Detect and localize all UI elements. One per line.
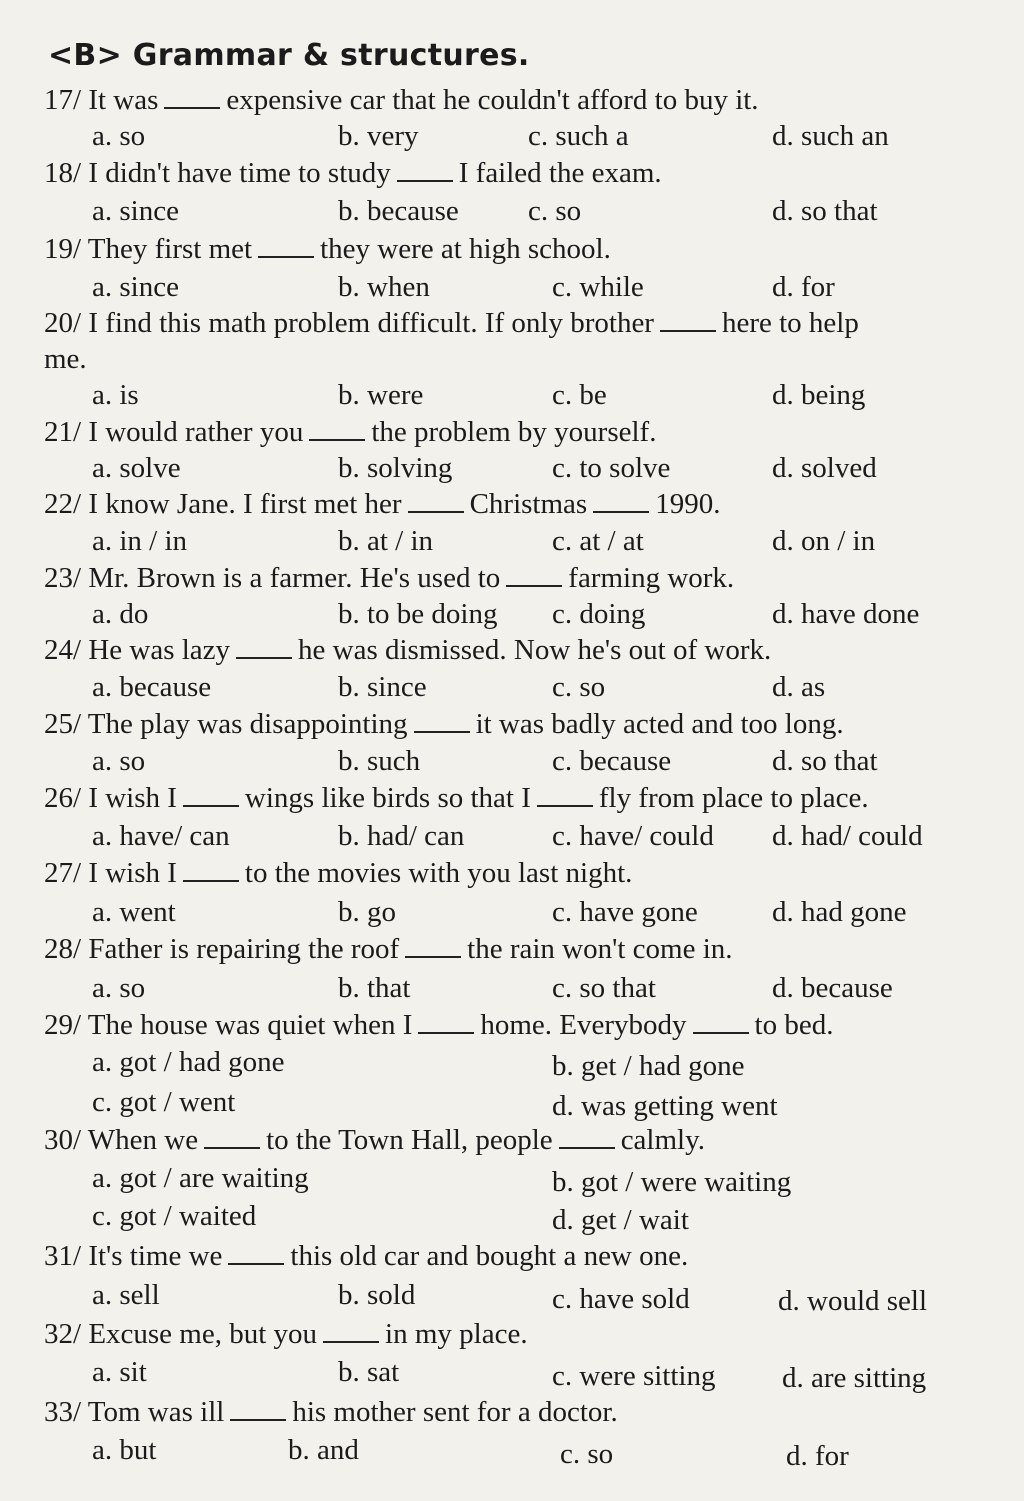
option-a: a. so: [92, 745, 146, 777]
question-number: 31/: [44, 1240, 82, 1272]
question-text: I find this math problem difficult. If only brother: [88, 307, 654, 339]
answer-blank: [309, 435, 365, 441]
option-b: b. such: [338, 745, 421, 777]
question-number: 22/: [44, 488, 82, 520]
option-c: c. got / waited: [92, 1200, 257, 1232]
option-b: b. that: [338, 972, 411, 1004]
question-text: I wish I: [88, 857, 177, 889]
answer-blank: [397, 176, 453, 182]
answer-blank: [323, 1337, 379, 1343]
option-c: c. to solve: [552, 452, 671, 484]
option-b: b. sold: [338, 1279, 416, 1311]
option-a: a. sell: [92, 1279, 160, 1311]
option-b: b. to be doing: [338, 598, 498, 630]
question-text: to the Town Hall, people: [266, 1124, 553, 1156]
option-a: a. so: [92, 972, 146, 1004]
option-d: d. had/ could: [772, 820, 923, 852]
question-text: Father is repairing the roof: [88, 933, 400, 965]
option-c: c. while: [552, 271, 644, 303]
option-c: c. so: [560, 1438, 614, 1470]
question-26: [44, 782, 869, 815]
option-d: d. was getting went: [552, 1090, 778, 1122]
option-b: b. since: [338, 671, 427, 703]
answer-blank: [164, 103, 220, 109]
question-text: farming work.: [568, 562, 735, 594]
answer-blank: [183, 801, 239, 807]
question-number: 33/: [44, 1396, 82, 1428]
answer-blank: [418, 1028, 474, 1034]
question-text: I know Jane. I first met her: [88, 488, 402, 520]
question-number: 25/: [44, 708, 82, 740]
option-c: c. at / at: [552, 525, 644, 557]
question-28: [44, 933, 733, 966]
question-text: I failed the exam.: [458, 157, 662, 189]
question-text: Tom was ill: [87, 1396, 225, 1428]
question-text: the problem by yourself.: [371, 416, 657, 448]
question-number: 20/: [44, 307, 82, 339]
option-d: d. so that: [772, 195, 878, 227]
option-a: a. so: [92, 120, 146, 152]
answer-blank: [408, 507, 464, 513]
question-text: expensive car that he couldn't afford to buy it.: [226, 84, 759, 116]
answer-blank: [414, 727, 470, 733]
question-text: Excuse me, but you: [88, 1318, 318, 1350]
option-c: c. were sitting: [552, 1360, 716, 1392]
option-c: c. be: [552, 379, 607, 411]
option-b: b. because: [338, 195, 459, 227]
answer-blank: [559, 1143, 615, 1149]
option-d: d. because: [772, 972, 893, 1004]
question-31: [44, 1240, 688, 1273]
option-d: d. being: [772, 379, 866, 411]
question-text: this old car and bought a new one.: [290, 1240, 689, 1272]
question-18: [44, 157, 662, 190]
question-22: [44, 488, 720, 521]
question-text: wings like birds so that I: [244, 782, 531, 814]
option-b: b. get / had gone: [552, 1050, 745, 1082]
question-text: He was lazy: [88, 634, 231, 666]
question-text: fly from place to place.: [598, 782, 869, 814]
option-a: a. because: [92, 671, 212, 703]
question-number: 28/: [44, 933, 82, 965]
question-text: it was badly acted and too long.: [475, 708, 844, 740]
question-text: calmly.: [620, 1124, 705, 1156]
question-32: [44, 1318, 528, 1351]
question-text: to bed.: [754, 1009, 834, 1041]
option-c: c. doing: [552, 598, 646, 630]
question-number: 24/: [44, 634, 82, 666]
option-a: a. got / are waiting: [92, 1162, 309, 1194]
option-a: a. since: [92, 195, 179, 227]
question-21: [44, 416, 656, 449]
question-text: home. Everybody: [480, 1009, 687, 1041]
question-number: 29/: [44, 1009, 82, 1041]
option-d: d. are sitting: [782, 1362, 927, 1394]
option-a: a. solve: [92, 452, 181, 484]
question-text: It's time we: [88, 1240, 223, 1272]
question-number: 17/: [44, 84, 82, 116]
answer-blank: [537, 801, 593, 807]
option-b: b. very: [338, 120, 419, 152]
answer-blank: [228, 1259, 284, 1265]
question-number: 30/: [44, 1124, 82, 1156]
question-20: [44, 307, 859, 340]
option-d: d. solved: [772, 452, 877, 484]
option-b: b. got / were waiting: [552, 1166, 792, 1198]
answer-blank: [230, 1415, 286, 1421]
question-text: Christmas: [469, 488, 588, 520]
option-c: c. so that: [552, 972, 656, 1004]
question-text: here to help: [721, 307, 859, 339]
question-text: they were at high school.: [320, 233, 611, 265]
option-c: c. have gone: [552, 896, 698, 928]
option-d: d. have done: [772, 598, 920, 630]
option-d: d. for: [786, 1440, 849, 1472]
question-text: When we: [87, 1124, 199, 1156]
question-24: [44, 634, 771, 667]
question-number: 19/: [44, 233, 82, 265]
question-text: the rain won't come in.: [467, 933, 733, 965]
option-c: c. such a: [528, 120, 629, 152]
option-b: b. go: [338, 896, 396, 928]
option-c: c. because: [552, 745, 672, 777]
answer-blank: [593, 507, 649, 513]
option-d: d. would sell: [778, 1285, 928, 1317]
question-text: Mr. Brown is a farmer. He's used to: [88, 562, 501, 594]
question-number: 26/: [44, 782, 82, 814]
question-continuation: me.: [44, 343, 87, 375]
question-17: [44, 84, 759, 117]
option-b: b. were: [338, 379, 424, 411]
option-b: b. when: [338, 271, 430, 303]
option-c: c. so: [552, 671, 606, 703]
question-text: It was: [88, 84, 159, 116]
section-heading: <B> Grammar & structures.: [48, 38, 530, 73]
option-c: c. have/ could: [552, 820, 714, 852]
option-d: d. get / wait: [552, 1204, 689, 1236]
question-text: his mother sent for a doctor.: [292, 1396, 618, 1428]
option-d: d. such an: [772, 120, 889, 152]
question-number: 32/: [44, 1318, 82, 1350]
question-text: I didn't have time to study: [88, 157, 391, 189]
option-c: c. so: [528, 195, 582, 227]
option-d: d. so that: [772, 745, 878, 777]
option-a: a. is: [92, 379, 139, 411]
answer-blank: [204, 1143, 260, 1149]
option-c: c. have sold: [552, 1283, 690, 1315]
answer-blank: [258, 252, 314, 258]
option-b: b. had/ can: [338, 820, 465, 852]
option-a: a. do: [92, 598, 149, 630]
question-text: I wish I: [88, 782, 177, 814]
option-d: d. for: [772, 271, 835, 303]
question-number: 27/: [44, 857, 82, 889]
option-b: b. at / in: [338, 525, 434, 557]
question-27: [44, 857, 632, 890]
answer-blank: [183, 876, 239, 882]
question-number: 18/: [44, 157, 82, 189]
option-d: d. on / in: [772, 525, 876, 557]
option-a: a. sit: [92, 1356, 147, 1388]
question-text: The house was quiet when I: [87, 1009, 413, 1041]
question-text: he was dismissed. Now he's out of work.: [298, 634, 772, 666]
option-a: a. got / had gone: [92, 1046, 285, 1078]
question-30: [44, 1124, 705, 1157]
option-a: a. went: [92, 896, 176, 928]
option-d: d. as: [772, 671, 826, 703]
question-23: [44, 562, 734, 595]
option-a: a. but: [92, 1434, 157, 1466]
question-number: 23/: [44, 562, 82, 594]
option-b: b. solving: [338, 452, 453, 484]
option-d: d. had gone: [772, 896, 907, 928]
question-text: 1990.: [655, 488, 721, 520]
option-a: a. in / in: [92, 525, 188, 557]
answer-blank: [236, 653, 292, 659]
question-25: [44, 708, 844, 741]
option-b: b. sat: [338, 1356, 400, 1388]
option-c: c. got / went: [92, 1086, 236, 1118]
answer-blank: [693, 1028, 749, 1034]
answer-blank: [660, 326, 716, 332]
option-a: a. have/ can: [92, 820, 230, 852]
question-33: [44, 1396, 618, 1429]
question-text: I would rather you: [88, 416, 304, 448]
question-number: 21/: [44, 416, 82, 448]
question-text: They first met: [87, 233, 253, 265]
question-text: to the movies with you last night.: [244, 857, 633, 889]
question-text: in my place.: [385, 1318, 528, 1350]
question-19: [44, 233, 611, 266]
question-text: The play was disappointing: [87, 708, 408, 740]
option-b: b. and: [288, 1434, 359, 1466]
answer-blank: [405, 952, 461, 958]
answer-blank: [506, 581, 562, 587]
option-a: a. since: [92, 271, 179, 303]
question-29: [44, 1009, 833, 1042]
